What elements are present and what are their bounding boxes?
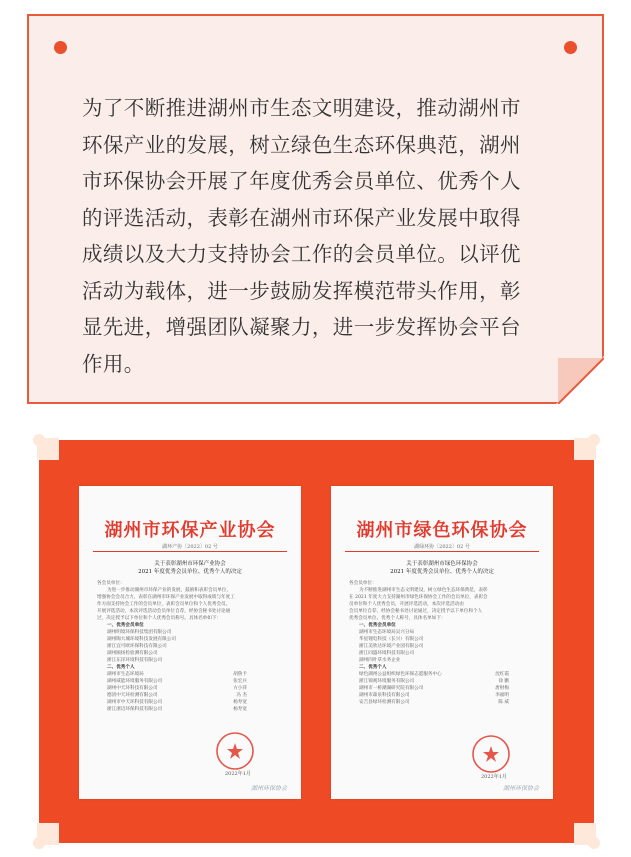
person-entry: [349, 692, 539, 699]
document-body: [349, 580, 539, 706]
unit-entry: 浙江东洋环境科技有限公司: [107, 658, 163, 663]
person-name: 陈 威: [498, 700, 509, 705]
person-org: 德清中天环检测有限公司: [107, 693, 158, 698]
document-body-line: 增强协会会员合力，表彰在湖州市环保产业发展中取得成绩与年度工: [97, 595, 235, 600]
document-body-line: 在 2021 年度大力支持湖州市绿色环保协会工作的会员单位，表彰会: [349, 595, 488, 600]
person-org: 浙江浙迈环保科技有限公司: [107, 707, 163, 712]
document-body: [97, 580, 287, 713]
association-logo-text: 湖州环保协会: [502, 785, 539, 792]
person-name: 唐财梅: [495, 686, 509, 691]
intro-line: 作用。: [82, 351, 145, 376]
certificates-panel: [39, 440, 594, 843]
document-divider: [93, 551, 287, 552]
document-divider: [345, 551, 539, 552]
corner-ornament-icon: [570, 819, 600, 849]
corner-ornament-icon: [33, 819, 63, 849]
unit-entry: 湖州四叶草水务企业: [359, 658, 401, 663]
intro-line: 为了不断推进湖州市生态文明建设，推动湖州市: [82, 96, 521, 120]
unit-entry: 湖州颐扬检验测有限公司: [107, 651, 158, 656]
person-entry: [97, 699, 287, 706]
unit-entry: 华星锂电科技（长兴）有限公司: [359, 637, 424, 642]
document-section-heading: 二、优秀个人: [107, 665, 135, 670]
person-org: 湖州市中天环科技有限公司: [107, 700, 163, 705]
intro-card: [27, 14, 604, 404]
unit-entry: 湖州陶大城环境科技发展有限公司: [107, 637, 176, 642]
person-entry: [97, 671, 287, 678]
unit-entry: 湖州市生态环境局吴兴分局: [359, 630, 415, 635]
document-greeting: 各会员单位：: [349, 581, 377, 586]
person-name: 张宏兵: [233, 679, 247, 684]
document-number: 湖环产协〔2022〕02 号: [162, 544, 218, 550]
document-subtitle: 2021 年度优秀会员单位、优秀个人的决定: [390, 569, 494, 575]
person-name: 沈红霞: [495, 672, 509, 677]
document-subtitle: 关于表彰湖州市环保产业协会: [154, 561, 226, 567]
document-body-line: 为不断推进湖州市生态文明建设，树立绿色生态环保典范，表彰: [359, 588, 488, 593]
document-subtitle: 2021 年度优秀会员单位、优秀个人的决定: [138, 569, 242, 575]
person-entry: [349, 671, 539, 678]
corner-ornament-icon: [570, 434, 600, 464]
document-body-line: 优秀会员单位、优秀个人称号，具体名单如下：: [349, 616, 446, 621]
document-body-line: 作方面支持协会工作的会员单位，表彰会员单位和个人优秀会员。: [97, 602, 231, 607]
person-name: 冯 杰: [236, 693, 247, 698]
person-entry: [97, 678, 287, 685]
person-org: 湖州市森泉科技有限公司: [359, 693, 410, 698]
person-name: 杨寿宽: [233, 707, 247, 712]
person-org: 绿色湖州公益组织绿色环保志愿服务中心: [359, 672, 442, 677]
person-org: 湖州市一桥潮湖研究院有限公司: [359, 686, 424, 691]
document-section-heading: 一、优秀会员单位: [359, 623, 396, 628]
person-org: 湖州威能环境服务有限公司: [107, 679, 163, 684]
association-logo-text: 湖州环保协会: [250, 785, 287, 792]
intro-line: 市环保协会开展了年度优秀会员单位、优秀个人: [82, 169, 521, 193]
seal-date: 2022年1月: [481, 774, 507, 780]
document-body-line: 员单位和个人优秀会员，开展评选活动，本次评选活动由: [349, 602, 464, 607]
certificate-document: [331, 486, 553, 799]
person-entry: [349, 685, 539, 692]
official-seal-icon: [471, 734, 511, 774]
document-section-heading: 一、优秀会员单位: [107, 623, 144, 628]
person-name: 李福明: [495, 693, 509, 698]
person-entry: [97, 706, 287, 713]
official-seal-icon: [215, 731, 255, 771]
person-name: 胡鲁卡: [233, 672, 247, 677]
document-org-title: 湖州市环保产业协会: [104, 520, 276, 541]
document-body-line: 会员单位自荐，经协会秘书处讨论通过，决定授予以下单位和个人: [349, 609, 483, 614]
person-entry: [97, 685, 287, 692]
document-org-title: 湖州市绿色环保协会: [356, 520, 528, 541]
person-entry: [349, 699, 539, 706]
intro-line: 成绩以及大力支持协会工作的会员单位。以评优: [82, 242, 521, 266]
document-section-heading: 二、优秀个人: [359, 665, 387, 670]
intro-line: 活动为载体，进一步鼓励发挥模范带头作用，彰: [82, 278, 521, 303]
document-body-line: 过，决定授予以下单位和个人优秀会员称号。具体名单如下：: [97, 616, 222, 621]
certificate-document: [79, 486, 301, 799]
document-body-line: 开展评选活动，本次评选活动会员单位自荐，经协会秘书处讨论通: [97, 609, 231, 614]
person-org: 湖州中天环科技有限公司: [107, 686, 158, 691]
unit-entry: 湖州明境环保科技集团有限公司: [107, 630, 172, 635]
document-subtitle: 关于表彰湖州市绿色环保协会: [406, 561, 478, 567]
unit-entry: 浙江宜可欧环保科技有限公司: [107, 644, 167, 649]
person-org: 浙江锦观环境服务有限公司: [359, 679, 415, 684]
seal-date: 2022年1月: [225, 771, 251, 777]
person-name: 方小萍: [233, 686, 247, 691]
document-body-line: 为进一步推动湖州市环保产业的发展，鼓励和表彰会员单位，: [107, 588, 232, 593]
person-name: 杨寿宽: [233, 700, 247, 705]
corner-ornament-icon: [33, 434, 63, 464]
intro-line: 环保产业的发展，树立绿色生态环保典范，湖州: [82, 132, 521, 157]
person-entry: [349, 678, 539, 685]
person-org: 安吉县绿环检测有限公司: [359, 700, 410, 705]
unit-entry: 浙江同盛环境科技有限公司: [359, 651, 415, 656]
intro-paragraph: [82, 90, 562, 382]
red-dot-decoration: [564, 41, 577, 54]
person-org: 湖州市生态环境局: [107, 672, 144, 677]
page-fold-corner-icon: [556, 356, 604, 404]
unit-entry: 浙江美欣达环境产业园有限公司: [359, 644, 424, 649]
document-greeting: 各会员单位：: [97, 581, 125, 586]
intro-line: 的评选活动，表彰在湖州市环保产业发展中取得: [82, 205, 521, 230]
red-dot-decoration: [54, 41, 67, 54]
intro-line: 显先进，增强团队凝聚力，进一步发挥协会平台: [82, 315, 521, 339]
document-number: 湖绿环协〔2022〕02 号: [414, 544, 470, 550]
person-entry: [97, 692, 287, 699]
person-name: 徐 鹏: [498, 679, 509, 684]
